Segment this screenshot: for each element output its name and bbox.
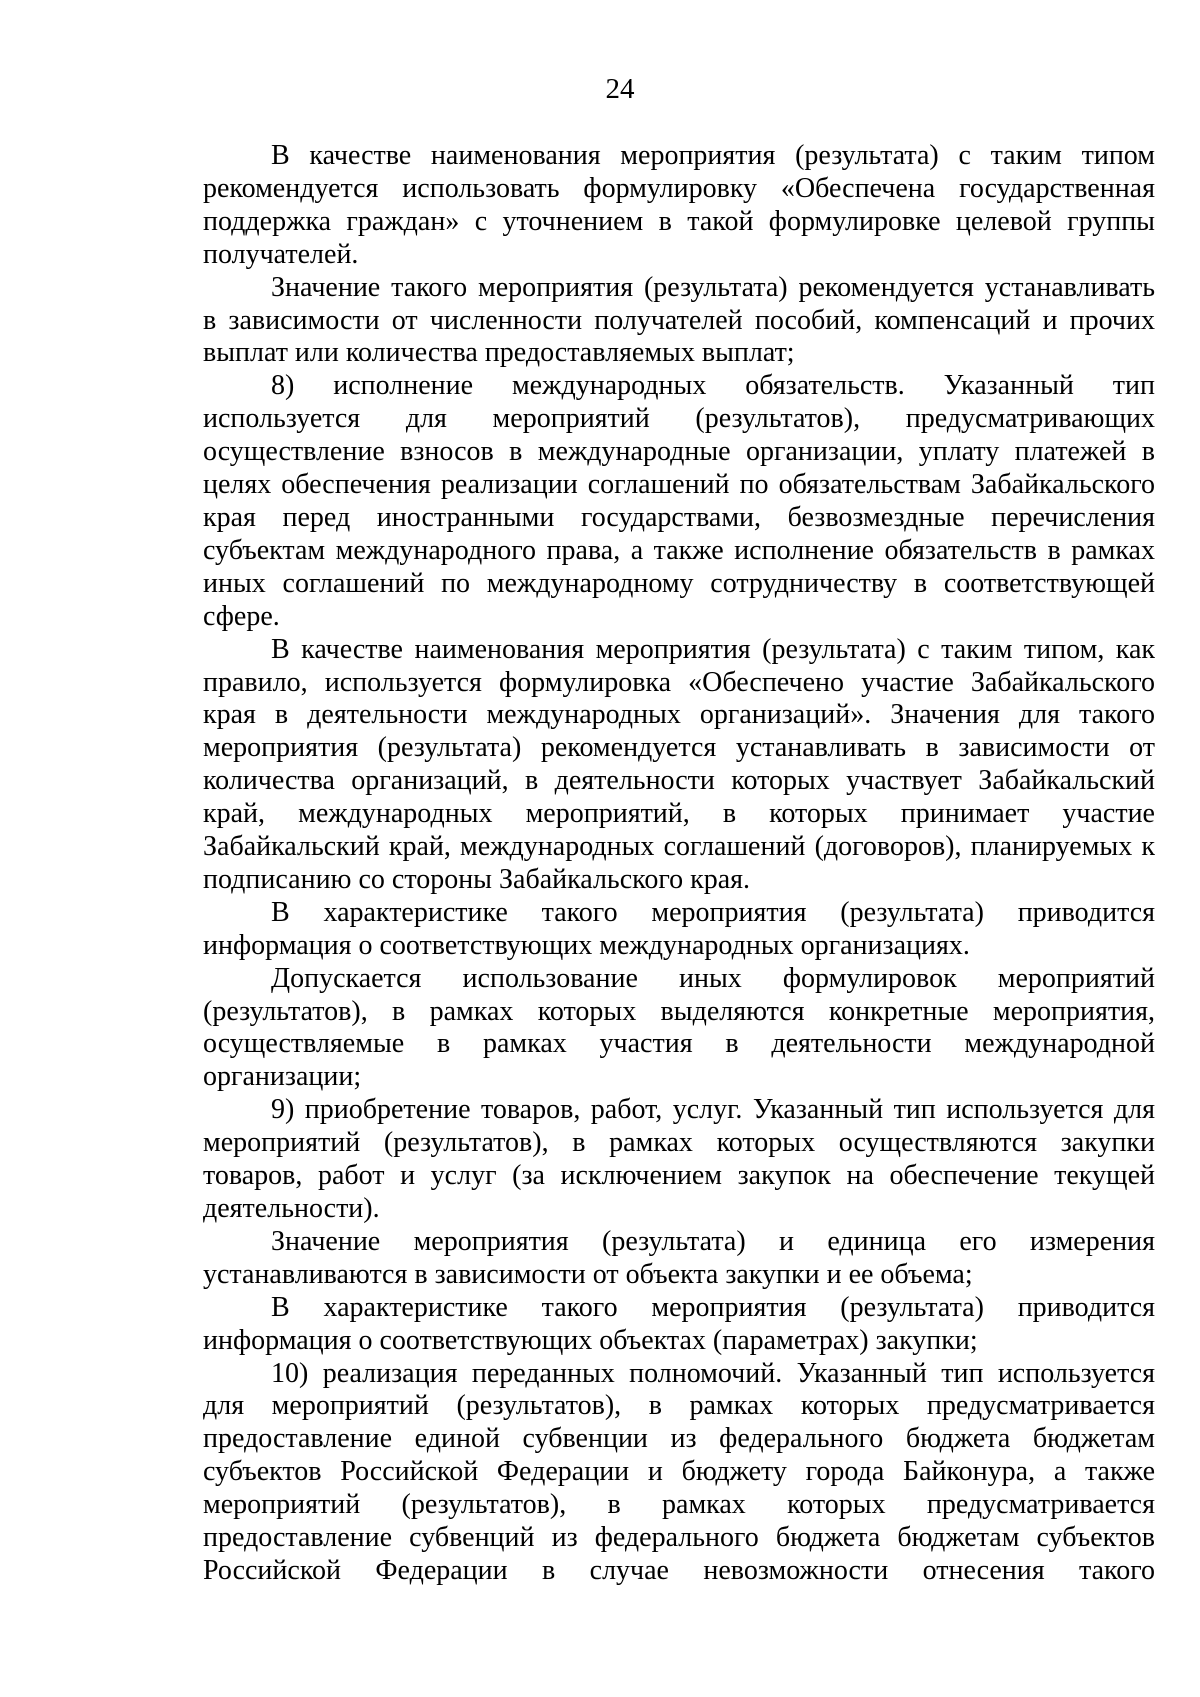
paragraph: В характеристике такого мероприятия (результата) приводится информация о соответствующих объектах (параметрах) закупки; [203, 1291, 1155, 1356]
paragraph: 8) исполнение международных обязательств. Указанный тип используется для мероприятий (результатов), предусматривающих осуществление взносов в международные организации, уплату платежей в целях обеспечения реализации соглашений по обязательствам Забайкальского края перед иностранными государствами, безвозмездные перечисления субъектам международного права, а также исполнение обязательств в рамках иных соглашений по международному сотрудничеству в соответствующей сфере. [203, 370, 1155, 632]
document-body [203, 140, 1155, 1588]
page-number: 24 [605, 73, 635, 105]
paragraph: Значение мероприятия (результата) и единица его измерения устанавливаются в зависимости от объекта закупки и ее объема; [203, 1225, 1155, 1290]
paragraph: В качестве наименования мероприятия (результата) с таким типом, как правило, используется формулировка «Обеспечено участие Забайкальского края в деятельности международных организаций». Значения для такого мероприятия (результата) рекомендуется устанавливать в зависимости от количества организаций, в деятельности которых участвует Забайкальский край, международных мероприятий, в которых принимает участие Забайкальский край, международных соглашений (договоров), планируемых к подписанию со стороны Забайкальского края. [203, 633, 1155, 895]
paragraph: В качестве наименования мероприятия (результата) с таким типом рекомендуется использовать формулировку «Обеспечена государственная поддержка граждан» с уточнением в такой формулировке целевой группы получателей. [203, 140, 1155, 270]
paragraph: Допускается использование иных формулировок мероприятий (результатов), в рамках которых выделяются конкретные мероприятия, осуществляемые в рамках участия в деятельности международной организации; [203, 962, 1155, 1093]
paragraph: Значение такого мероприятия (результата) рекомендуется устанавливать в зависимости от численности получателей пособий, компенсаций и прочих выплат или количества предоставляемых выплат; [203, 271, 1155, 369]
paragraph-continued: 10) реализация переданных полномочий. Указанный тип используется для мероприятий (результатов), в рамках которых предусматривается предоставление единой субвенции из федерального бюджета бюджетам субъектов Российской Федерации и бюджету города Байконура, а также мероприятий (результатов), в рамках которых предусматривается предоставление субвенций из федерального бюджета бюджетам субъектов Российской Федерации в случае невозможности отнесения такого [203, 1357, 1155, 1586]
paragraph: 9) приобретение товаров, работ, услуг. Указанный тип используется для мероприятий (результатов), в рамках которых осуществляются закупки товаров, работ и услуг (за исключением закупок на обеспечение текущей деятельности). [203, 1094, 1155, 1224]
paragraph: В характеристике такого мероприятия (результата) приводится информация о соответствующих международных организациях. [203, 896, 1155, 961]
